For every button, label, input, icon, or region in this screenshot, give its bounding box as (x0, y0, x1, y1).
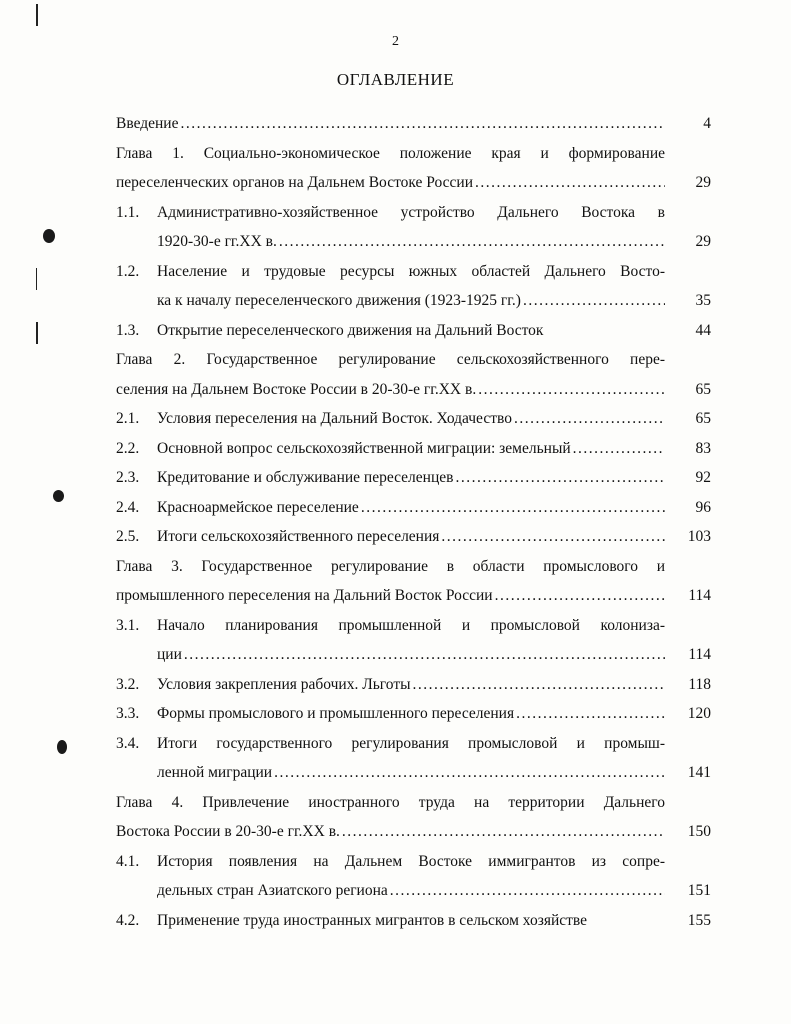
toc-page-number: 118 (688, 675, 711, 693)
toc-entry-line (0, 906, 791, 936)
toc-page-number: 44 (695, 321, 711, 339)
toc-entry-line (0, 699, 791, 729)
dot-leader (184, 640, 665, 670)
toc-entry-title[interactable]: Административно-хозяйственное устройство Дальнего Востока в (157, 203, 665, 221)
toc-entry-number: 4.2. (116, 911, 140, 929)
margin-line-mark (36, 322, 38, 344)
toc-entry-line (0, 198, 791, 228)
toc-page-number: 65 (695, 410, 711, 427)
toc-entry-number: 1.3. (116, 321, 140, 339)
toc-entry-title[interactable]: Итоги государственного регулирования промысловой и промыш- (157, 734, 665, 752)
toc-page-number: 65 (695, 380, 711, 398)
toc-page-number: 4 (703, 115, 711, 132)
toc-entry-title[interactable]: Условия переселения на Дальний Восток. Ходачество ..... (157, 404, 665, 434)
dot-leader (180, 109, 665, 139)
dot-leader (413, 670, 665, 700)
toc-page-number: 150 (687, 823, 711, 840)
toc-entry-line (0, 611, 791, 641)
toc-entry-title[interactable]: Кредитование и обслуживание переселенцев ..... (157, 463, 665, 493)
toc-page-number: 96 (695, 498, 711, 516)
toc-page-number: 141 (687, 764, 711, 781)
toc-entry-title[interactable]: ленной миграции ..... (157, 758, 665, 788)
toc-entry-line (0, 227, 791, 257)
toc-entry-title[interactable]: дельных стран Азиатского региона ..... (157, 876, 665, 906)
toc-entry-line (0, 847, 791, 877)
margin-line-mark (36, 4, 38, 26)
ink-blot (43, 229, 55, 243)
toc-entry-title[interactable]: История появления на Дальнем Востоке иммигрантов из сопре- (157, 852, 665, 870)
margin-line-mark (36, 268, 37, 290)
dot-leader (478, 375, 665, 405)
dot-leader (390, 876, 665, 906)
toc-page-number: 92 (695, 469, 711, 486)
toc-entry-title[interactable]: селения на Дальнем Востоке России в 20-30-е гг.XX в. ..... (116, 375, 665, 405)
toc-entry-title[interactable]: Глава 4. Привлечение иностранного труда на территории Дальнего (116, 793, 665, 811)
toc-entry-number: 2.4. (116, 498, 140, 516)
toc-entry-line (0, 257, 791, 287)
toc-entry-line (0, 876, 791, 906)
dot-leader (514, 404, 665, 434)
toc-entry-number: 2.5. (116, 528, 140, 545)
toc-page-number: 114 (688, 646, 711, 663)
toc-entry-title[interactable]: Глава 2. Государственное регулирование сельскохозяйственного пере- (116, 351, 665, 368)
toc-entry-line (0, 817, 791, 847)
toc-page-number: 155 (687, 911, 711, 929)
dot-leader (516, 699, 665, 729)
ink-blot (57, 740, 67, 754)
toc-entry-title[interactable]: ции ..... (157, 640, 665, 670)
toc-entry-title[interactable]: промышленного переселения на Дальний Восток России ..... (116, 581, 665, 611)
dot-leader (441, 522, 665, 552)
toc-page-number: 151 (687, 882, 711, 899)
toc-entry-number: 2.3. (116, 469, 140, 486)
toc-entry-title[interactable]: Глава 1. Социально-экономическое положение края и формирование (116, 144, 665, 162)
toc-entry-title[interactable]: Население и трудовые ресурсы южных областей Дальнего Восто- (157, 262, 665, 280)
toc-page-number: 35 (695, 292, 711, 309)
toc-entry-number: 3.3. (116, 705, 140, 722)
toc-entry-number: 1.2. (116, 262, 140, 280)
page-number: 2 (392, 34, 399, 49)
toc-entry-line (0, 139, 791, 169)
dot-leader (279, 227, 665, 257)
toc-entry-title[interactable]: Начало планирования промышленной и промысловой колониза- (157, 616, 665, 634)
ink-blot (53, 490, 64, 502)
page-title: ОГЛАВЛЕНИЕ (336, 70, 455, 89)
dot-leader (274, 758, 665, 788)
toc-entry-title[interactable]: Глава 3. Государственное регулирование в области промыслового и (116, 557, 665, 575)
toc-entry-number: 1.1. (116, 203, 140, 221)
toc-page-number: 83 (695, 439, 711, 457)
dot-leader (495, 581, 665, 611)
toc-entry-line (0, 788, 791, 818)
toc-entry-line (0, 404, 791, 434)
toc-page-number: 114 (688, 587, 711, 604)
toc-entry-line (0, 168, 791, 198)
toc-entry-line (0, 345, 791, 375)
toc-entry-line (0, 552, 791, 582)
dot-leader (455, 463, 665, 493)
toc-entry-line (0, 640, 791, 670)
toc-entry-title[interactable]: Красноармейское переселение ..... (157, 493, 665, 523)
toc-entry-number: 3.1. (116, 616, 140, 634)
toc-entry-title[interactable]: Применение труда иностранных мигрантов в сельском хозяйстве (157, 911, 588, 929)
dot-leader (573, 434, 665, 464)
toc-entry-number: 2.1. (116, 410, 140, 427)
toc-entry-line (0, 375, 791, 405)
toc-entry-line (0, 522, 791, 552)
toc-entry-line (0, 463, 791, 493)
toc-entry-line (0, 729, 791, 759)
toc-entry-line (0, 581, 791, 611)
toc-entry-title[interactable]: переселенческих органов на Дальнем Востоке России ..... (116, 168, 665, 198)
toc-entry-title[interactable]: Основной вопрос сельскохозяйственной миграции: земельный ..... (157, 434, 665, 464)
toc-entry-title[interactable]: Формы промыслового и промышленного переселения ..... (157, 699, 665, 729)
dot-leader (523, 286, 665, 316)
table-of-contents (0, 109, 791, 935)
toc-entry-number: 4.1. (116, 852, 140, 870)
toc-entry-line (0, 493, 791, 523)
dot-leader (361, 493, 665, 523)
dot-leader (342, 817, 665, 847)
toc-entry-line (0, 286, 791, 316)
toc-entry-title[interactable]: Открытие переселенческого движения на Дальний Восток (157, 321, 544, 339)
toc-entry-line (0, 109, 791, 139)
toc-entry-title[interactable]: 1920-30-е гг.XX в. ..... (157, 227, 665, 257)
toc-entry-number: 3.2. (116, 675, 140, 693)
toc-page-number: 103 (687, 528, 711, 545)
toc-entry-title[interactable]: Востока России в 20-30-е гг.XX в. ..... (116, 817, 665, 847)
dot-leader (475, 168, 665, 198)
toc-entry-line (0, 434, 791, 464)
toc-page-number: 29 (695, 233, 711, 250)
toc-page-number: 120 (687, 705, 711, 722)
toc-entry-line (0, 316, 791, 346)
toc-entry-title[interactable]: Введение ..... (116, 109, 665, 139)
toc-entry-number: 2.2. (116, 439, 140, 457)
toc-entry-title[interactable]: Условия закрепления рабочих. Льготы ..... (157, 670, 665, 700)
toc-entry-number: 3.4. (116, 734, 140, 752)
toc-entry-title[interactable]: Итоги сельскохозяйственного переселения ..... (157, 522, 665, 552)
toc-page-number: 29 (695, 174, 711, 191)
toc-entry-line (0, 670, 791, 700)
toc-entry-line (0, 758, 791, 788)
toc-entry-title[interactable]: ка к началу переселенческого движения (1923-1925 гг.) ..... (157, 286, 665, 316)
